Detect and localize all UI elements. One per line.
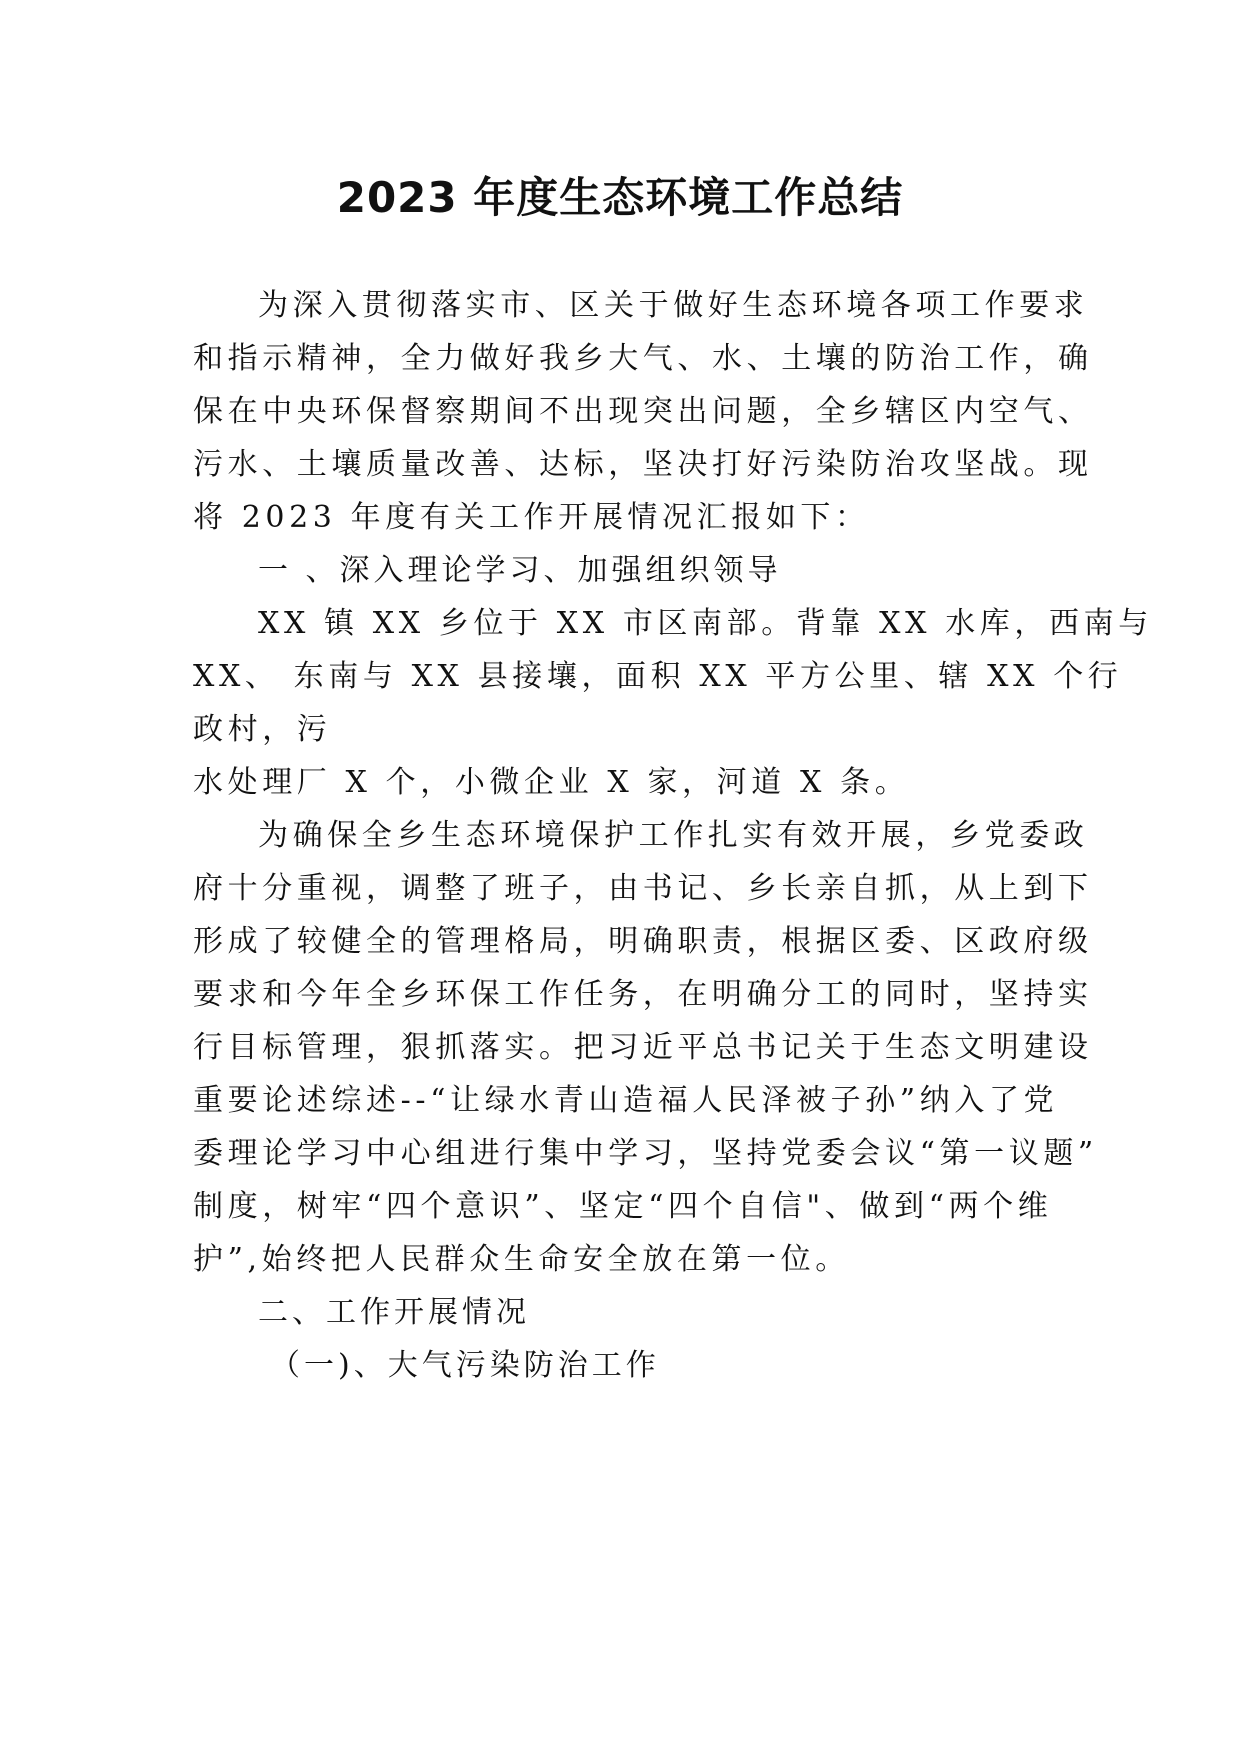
body-line: 水处理厂 X 个，小微企业 X 家，河道 X 条。 xyxy=(193,765,910,800)
body-line: 为确保全乡生态环境保护工作扎实有效开展，乡党委政 xyxy=(258,818,1089,853)
body-line: 制度，树牢“四个意识”、坚定“四个自信"、做到“两个维 xyxy=(193,1189,1053,1224)
body-line: 污水、土壤质量改善、达标，坚决打好污染防治攻坚战。现 xyxy=(193,447,1093,482)
body-line: 为深入贯彻落实市、区关于做好生态环境各项工作要求 xyxy=(258,288,1089,323)
body-line: 形成了较健全的管理格局，明确职责，根据区委、区政府级 xyxy=(193,924,1093,959)
body-line: 委理论学习中心组进行集中学习，坚持党委会议“第一议题” xyxy=(193,1136,1098,1171)
body-line: 要求和今年全乡环保工作任务，在明确分工的同时，坚持实 xyxy=(193,977,1093,1012)
body-line: 和指示精神，全力做好我乡大气、水、土壤的防治工作，确 xyxy=(193,341,1093,376)
body-line: 重要论述综述--“让绿水青山造福人民泽被子孙”纳入了党 xyxy=(193,1083,1059,1118)
body-line: XX 镇 XX 乡位于 XX 市区南部。背靠 XX 水库，西南与 xyxy=(258,606,1153,641)
body-line: 保在中央环保督察期间不出现突出问题，全乡辖区内空气、 xyxy=(193,394,1093,429)
body-line: 将 2023 年度有关工作开展情况汇报如下： xyxy=(193,500,870,535)
body-line: 政村，污 xyxy=(193,712,332,747)
body-line: 护”,始终把人民群众生命安全放在第一位。 xyxy=(193,1242,850,1277)
section-heading-1: 一 、深入理论学习、加强组织领导 xyxy=(258,553,782,588)
document-title: 2023 年度生态环境工作总结 xyxy=(336,173,904,222)
subsection-heading: （一)、大气污染防治工作 xyxy=(270,1348,660,1383)
body-line: 府十分重视，调整了班子，由书记、乡长亲自抓，从上到下 xyxy=(193,871,1093,906)
section-heading-2: 二、工作开展情况 xyxy=(258,1295,530,1330)
body-line: 行目标管理，狠抓落实。把习近平总书记关于生态文明建设 xyxy=(193,1030,1093,1065)
body-line: XX、 东南与 XX 县接壤，面积 XX 平方公里、辖 XX 个行 xyxy=(193,659,1123,694)
